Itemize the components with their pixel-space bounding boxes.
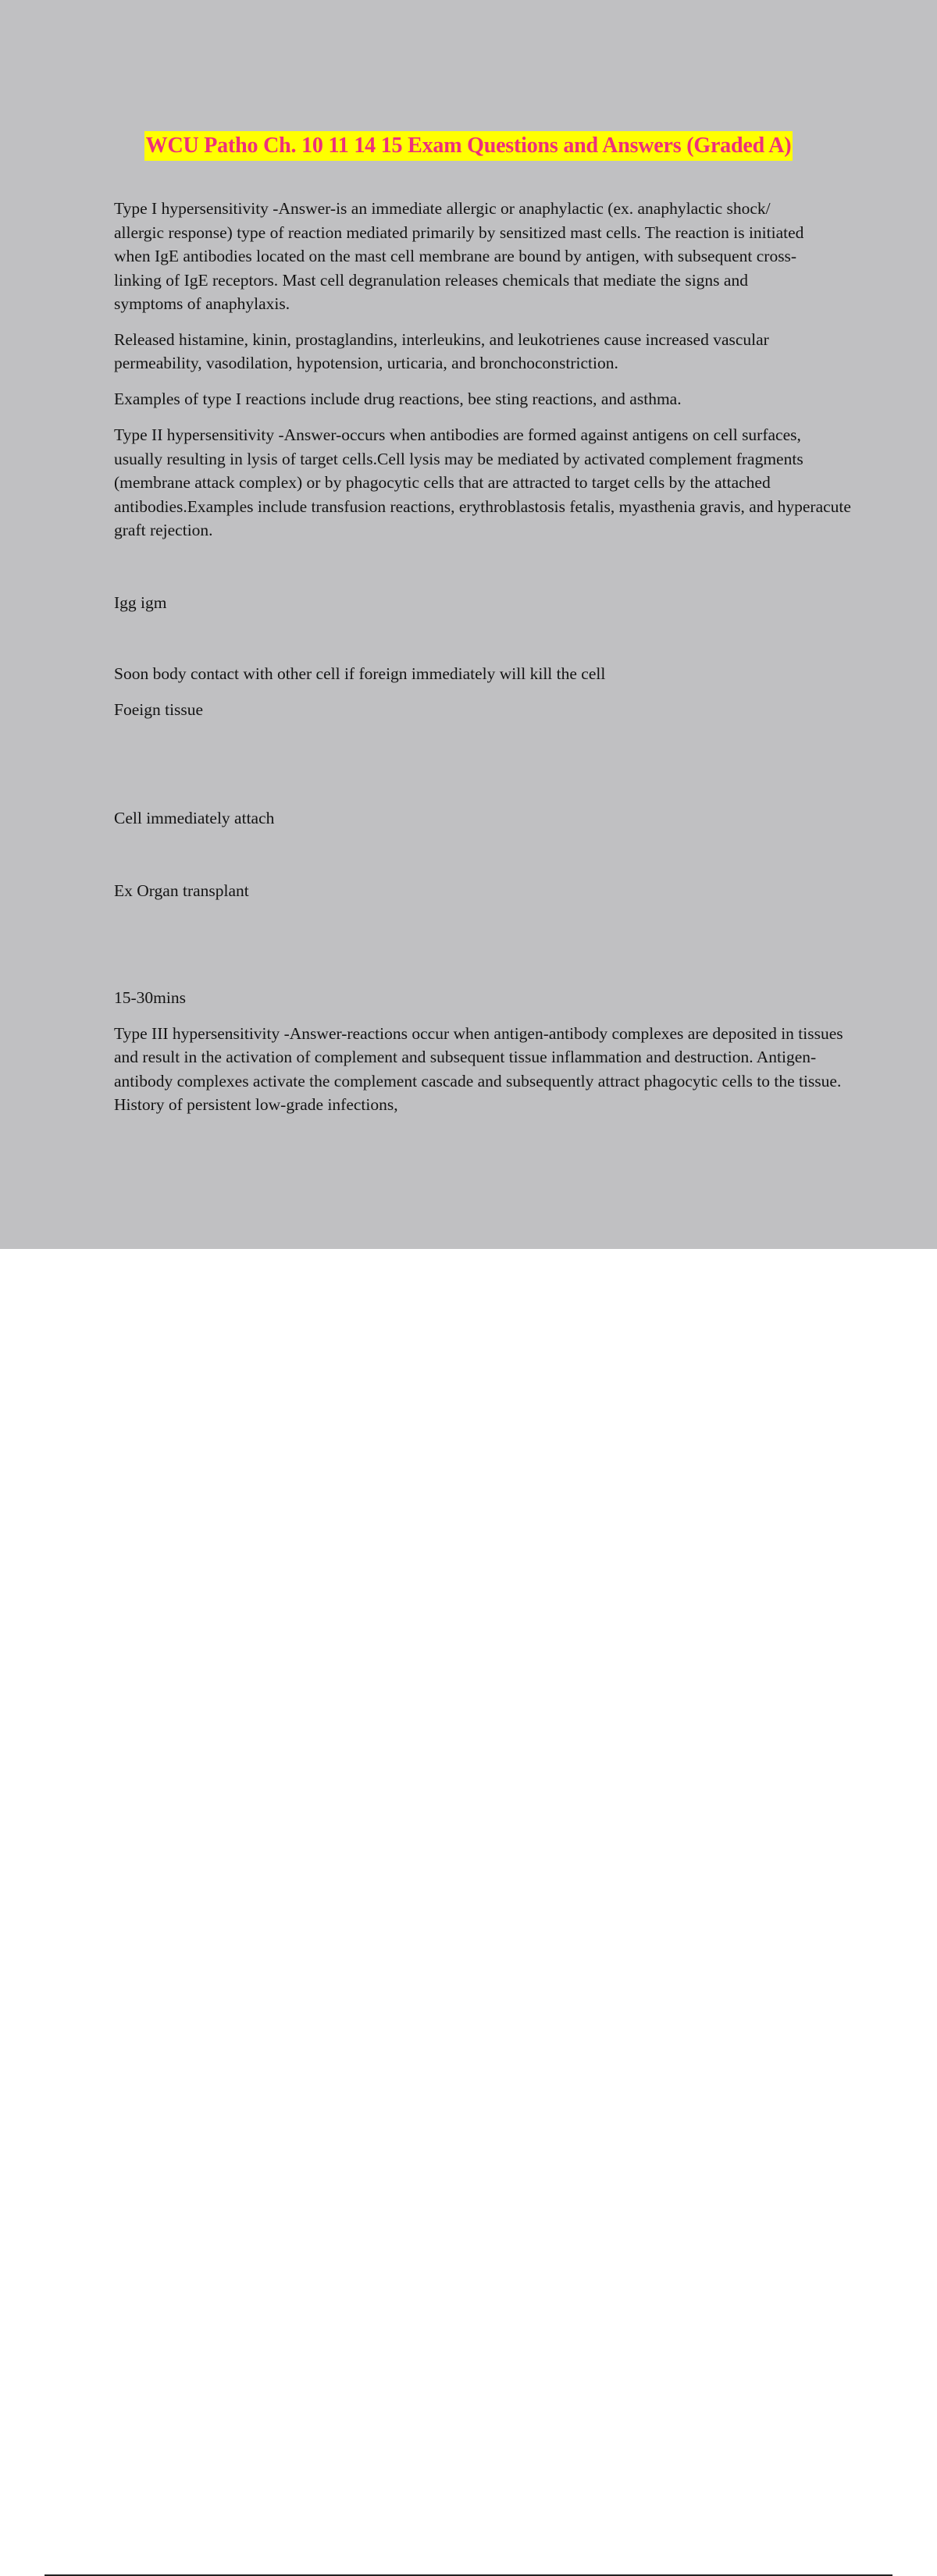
note-body-contact: Soon body contact with other cell if foreign immediately will kill the cell [114, 664, 606, 683]
paragraph-type-ii-definition: Type II hypersensitivity -Answer-occurs when antibodies are formed against antigens on cell surfaces, usually resulting in lysis of target cells.Cell lysis may be mediated by activated complement fragments (membrane attack complex) or by phagocytic cells that are attracted to target cells by the attached antibodies.Examples include transfusion reactions, erythroblastosis fetalis, myasthenia gravis, and hyperacute graft rejection. [114, 425, 851, 539]
note-foreign-tissue: Foeign tissue [114, 699, 204, 719]
paragraph-type-iii-definition: Type III hypersensitivity -Answer-reactions occur when antigen-antibody complexes are deposited in tissues and result in the activation of complement and subsequent tissue inflammation and destruction. Antigen-antibody complexes activate the complement cascade and subsequently attract phagocytic cells to the tissue. History of persistent low-grade infections, [114, 1023, 843, 1114]
note-igg-igm: Igg igm [114, 592, 167, 612]
note-cell-attach: Cell immediately attach [114, 809, 275, 827]
document-title: WCU Patho Ch. 10 11 14 15 Exam Questions and Answers (Graded A) [144, 131, 793, 161]
note-timing: 15-30mins [114, 988, 186, 1007]
document-body [114, 197, 856, 1117]
document-page [0, 0, 937, 1249]
paragraph-type-i-examples: Examples of type I reactions include drug reactions, bee sting reactions, and asthma. [114, 389, 682, 408]
paragraph-type-i-definition: Type I hypersensitivity -Answer-is an immediate allergic or anaphylactic (ex. anaphylactic shock/ allergic response) type of reaction mediated primarily by sensitized mast cells. The reaction is initiated when IgE antibodies located on the mast cell membrane are bound by antigen, with subsequent cross-linking of IgE receptors. Mast cell degranulation releases chemicals that mediate the signs and symptoms of anaphylaxis. [114, 199, 804, 313]
page-footer [0, 1249, 937, 1327]
title-container [0, 131, 937, 161]
paragraph-type-i-mediators: Released histamine, kinin, prostaglandins, interleukins, and leukotrienes cause increased vascular permeability, vasodilation, hypotension, urticaria, and bronchoconstriction. [114, 329, 769, 372]
note-organ-transplant: Ex Organ transplant [114, 881, 249, 900]
